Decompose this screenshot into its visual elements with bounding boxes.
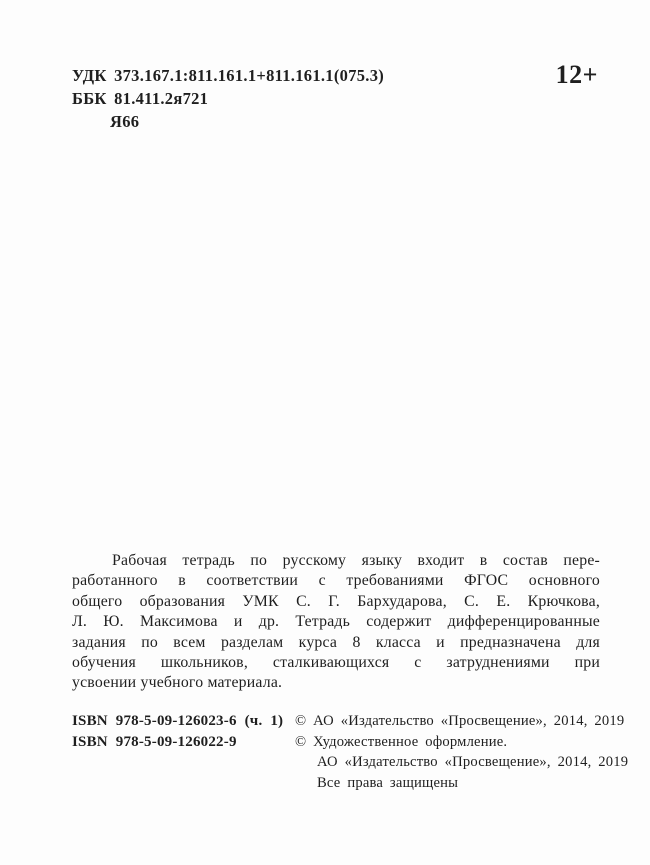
- classification-codes: [72, 64, 384, 133]
- annotation-line: усвоении учебного материала.: [72, 674, 283, 692]
- copyright-publisher-artwork: АО «Издательство «Просвещение», 2014, 2019: [317, 754, 629, 770]
- copyright-publisher: © АО «Издательство «Просвещение», 2014, 2019: [295, 713, 625, 729]
- isbn-column: [72, 711, 295, 752]
- bbk-code: ББК 81.411.2я721: [72, 89, 209, 108]
- copyright-rights-reserved: Все права защищены: [317, 774, 459, 791]
- copyright-artwork: © Художественное оформление.: [295, 733, 508, 750]
- annotation-line: Л. Ю. Максимова и др. Тетрадь содержит дифференцированные: [72, 613, 600, 631]
- annotation-line: Рабочая тетрадь по русскому языку входит в состав пере-: [112, 552, 600, 569]
- copyright-column: [295, 711, 628, 793]
- isbn-part-1: ISBN 978-5-09-126023-6 (ч. 1): [72, 713, 284, 729]
- imprint-block: [72, 711, 629, 793]
- author-sign-code: Я66: [110, 112, 140, 131]
- annotation-line: работанного в соответствии с требованиями ФГОС основного: [72, 572, 600, 590]
- udk-code: УДК 373.167.1:811.161.1+811.161.1(075.3): [72, 66, 385, 85]
- annotation-paragraph: [72, 551, 600, 694]
- isbn-full: ISBN 978-5-09-126022-9: [72, 733, 237, 750]
- annotation-line: задания по всем разделам курса 8 класса и предназначена для: [72, 633, 600, 651]
- annotation-line: обучения школьников, сталкивающихся с затруднениями при: [72, 654, 600, 672]
- age-rating-badge: 12+: [555, 60, 598, 89]
- annotation-line: общего образования УМК С. Г. Бархударова, С. Е. Крючкова,: [72, 592, 600, 610]
